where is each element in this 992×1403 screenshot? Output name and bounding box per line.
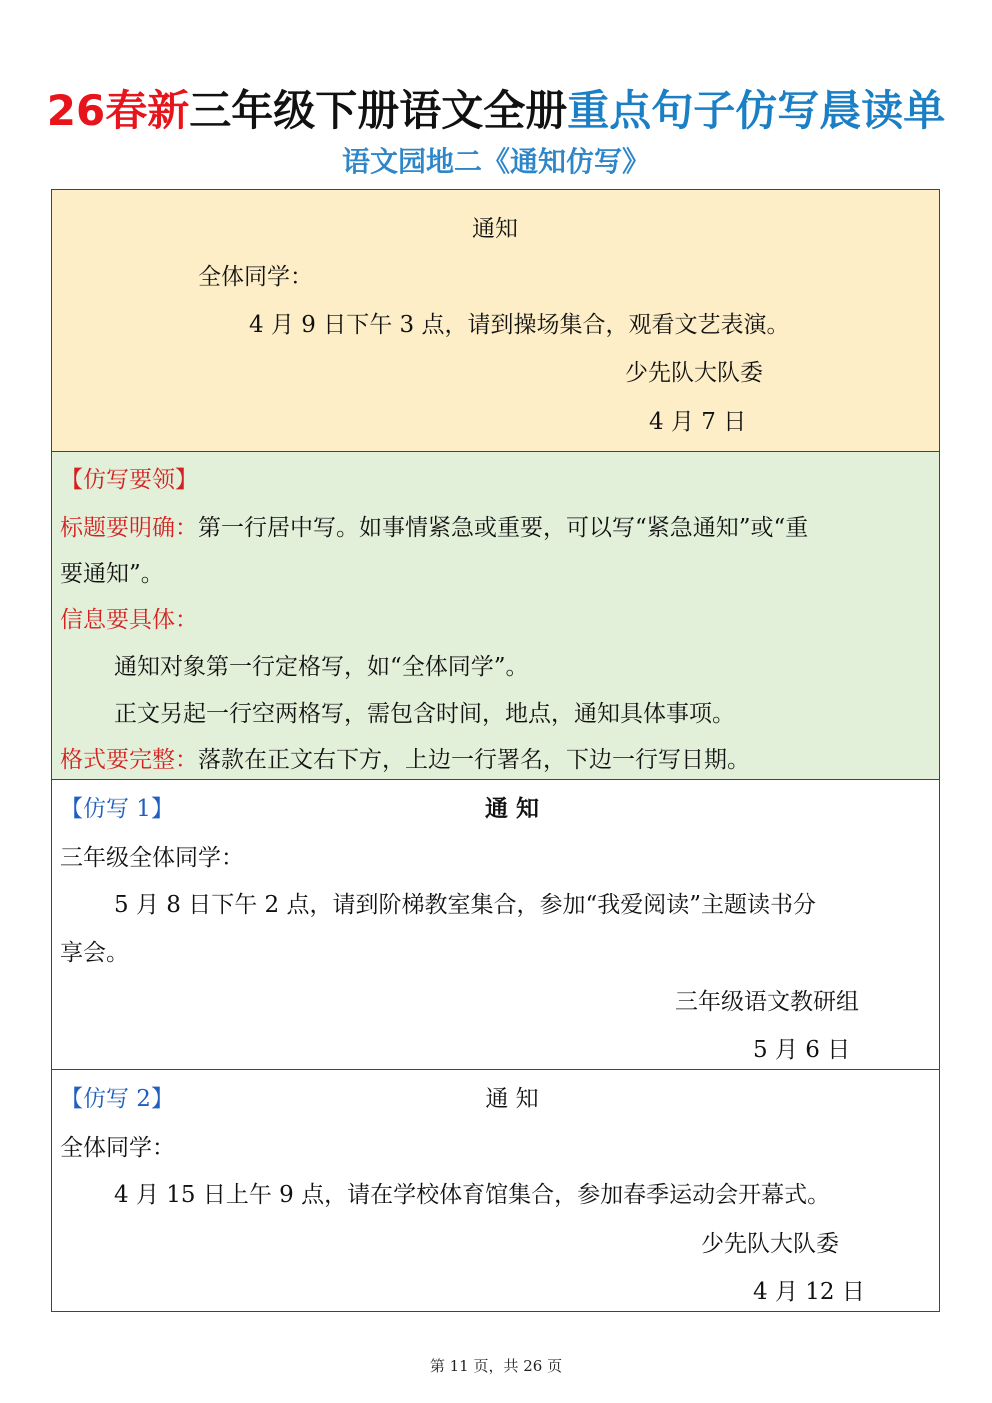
tips-format-label: 格式要完整： [60, 747, 198, 773]
tips-label: 【仿写要领】 [60, 467, 198, 493]
page-number: 第 11 页，共 26 页 [429, 1357, 563, 1375]
practice-2-label: 【仿写 2】 [60, 1086, 174, 1112]
practice-1-label: 【仿写 1】 [60, 796, 174, 822]
title-part-1: 26春新 [46, 86, 190, 135]
practice-1-heading: 通 知 [484, 795, 539, 822]
practice-1-signature: 三年级语文教研组 [675, 989, 859, 1015]
example-heading: 通知 [472, 216, 518, 242]
tips-title-rule [60, 513, 808, 543]
tips-info-label: 信息要具体： [60, 607, 198, 633]
tips-title-label: 标题要明确： [60, 515, 198, 541]
title-part-2: 三年级下册语文全册 [189, 86, 568, 135]
practice-1-body-cont: 享会。 [60, 940, 129, 966]
tips-info-line-1: 通知对象第一行定格写，如“全体同学”。 [114, 654, 529, 680]
page-subtitle: 语文园地二《通知仿写》 [341, 145, 650, 178]
example-salutation: 全体同学： [198, 264, 313, 290]
example-body: 4 月 9 日下午 3 点，请到操场集合，观看文艺表演。 [249, 312, 790, 338]
tips-info-line-2: 正文另起一行空两格写，需包含时间，地点，通知具体事项。 [114, 701, 735, 727]
practice-1-box [51, 779, 940, 1070]
page-title [0, 78, 992, 138]
practice-2-salutation: 全体同学： [60, 1135, 175, 1161]
example-notice-box [51, 189, 940, 452]
practice-2-heading: 通 知 [485, 1086, 539, 1112]
tips-format-rule [60, 745, 750, 775]
practice-1-salutation: 三年级全体同学： [60, 845, 244, 871]
writing-tips-box [51, 451, 940, 780]
example-signature: 少先队大队委 [625, 360, 763, 386]
example-date: 4 月 7 日 [649, 409, 747, 435]
practice-2-body: 4 月 15 日上午 9 点，请在学校体育馆集合，参加春季运动会开幕式。 [114, 1182, 831, 1208]
practice-2-box [51, 1069, 940, 1312]
tips-title-text: 第一行居中写。如事情紧急或重要，可以写“紧急通知”或“重 [198, 515, 809, 541]
practice-2-signature: 少先队大队委 [701, 1231, 839, 1257]
practice-2-date: 4 月 12 日 [753, 1279, 865, 1305]
tips-format-text: 落款在正文右下方，上边一行署名，下边一行写日期。 [198, 747, 750, 773]
tips-title-text-cont: 要通知”。 [60, 561, 164, 587]
title-part-3: 重点句子仿写晨读单 [567, 86, 946, 135]
practice-1-date: 5 月 6 日 [753, 1037, 851, 1063]
practice-1-body: 5 月 8 日下午 2 点，请到阶梯教室集合，参加“我爱阅读”主题读书分 [114, 892, 816, 918]
